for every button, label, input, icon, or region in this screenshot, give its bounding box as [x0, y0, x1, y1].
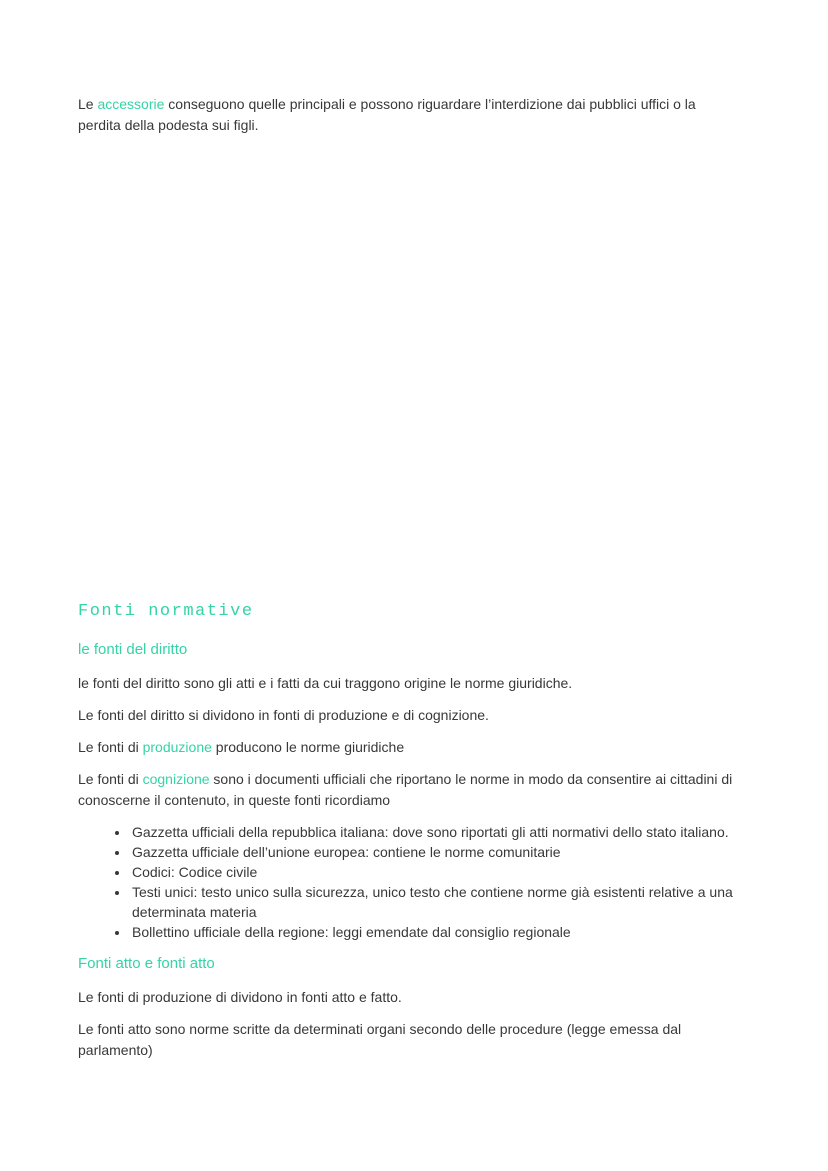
- blank-space: [78, 147, 740, 602]
- paragraph-fonti-dividono: Le fonti di produzione di dividono in fonti atto e fatto.: [78, 989, 402, 1005]
- section-title: Fonti normative: [78, 602, 254, 621]
- paragraph-fonti-atto: Le fonti atto sono norme scritte da determinati organi secondo delle procedure (legge emessa dal parlamento): [78, 1021, 682, 1058]
- list-item: • Gazzetta ufficiale dell’unione europea: contiene le norme comunitarie: [130, 842, 740, 862]
- cognizione-suffix: sono i documenti ufficiali che riportano le norme in modo da consentire ai cittadini di conoscerne il contenuto, in queste fonti ricordiamo: [78, 771, 733, 808]
- intro-paragraph: [78, 94, 740, 136]
- paragraph-produzione: [78, 737, 740, 758]
- intro-accent-word: accessorie: [97, 96, 165, 112]
- produzione-suffix: producono le norme giuridiche: [211, 739, 405, 755]
- list-item: • Gazzetta ufficiali della repubblica italiana: dove sono riportati gli atti normativi dello stato italiano.: [130, 822, 740, 842]
- intro-suffix: conseguono quelle principali e possono riguardare l’interdizione dai pubblici uffici o la perdita della podesta sui figli.: [78, 96, 696, 133]
- produzione-prefix: Le fonti di: [78, 739, 143, 755]
- cognizione-accent-word: cognizione: [142, 771, 210, 787]
- intro-prefix: Le: [78, 96, 98, 112]
- subheading-fonti-del-diritto: le fonti del diritto: [78, 641, 188, 658]
- paragraph-divisione: Le fonti del diritto si dividono in fonti di produzione e di cognizione.: [78, 707, 489, 723]
- paragraph-definizione: le fonti del diritto sono gli atti e i fatti da cui traggono origine le norme giuridiche.: [78, 675, 573, 691]
- paragraph-cognizione: [78, 769, 740, 811]
- cognizione-prefix: Le fonti di: [78, 771, 143, 787]
- list-item: • Bollettino ufficiale della regione: leggi emendate dal consiglio regionale: [130, 922, 740, 942]
- list-item: • Testi unici: testo unico sulla sicurezza, unico testo che contiene norme già esistenti relative a una determinata materia: [130, 882, 740, 922]
- subheading-fonti-atto: Fonti atto e fonti atto: [78, 955, 215, 972]
- fonti-cognizione-list: [78, 822, 740, 942]
- list-item: • Codici: Codice civile: [130, 862, 740, 882]
- produzione-accent-word: produzione: [142, 739, 212, 755]
